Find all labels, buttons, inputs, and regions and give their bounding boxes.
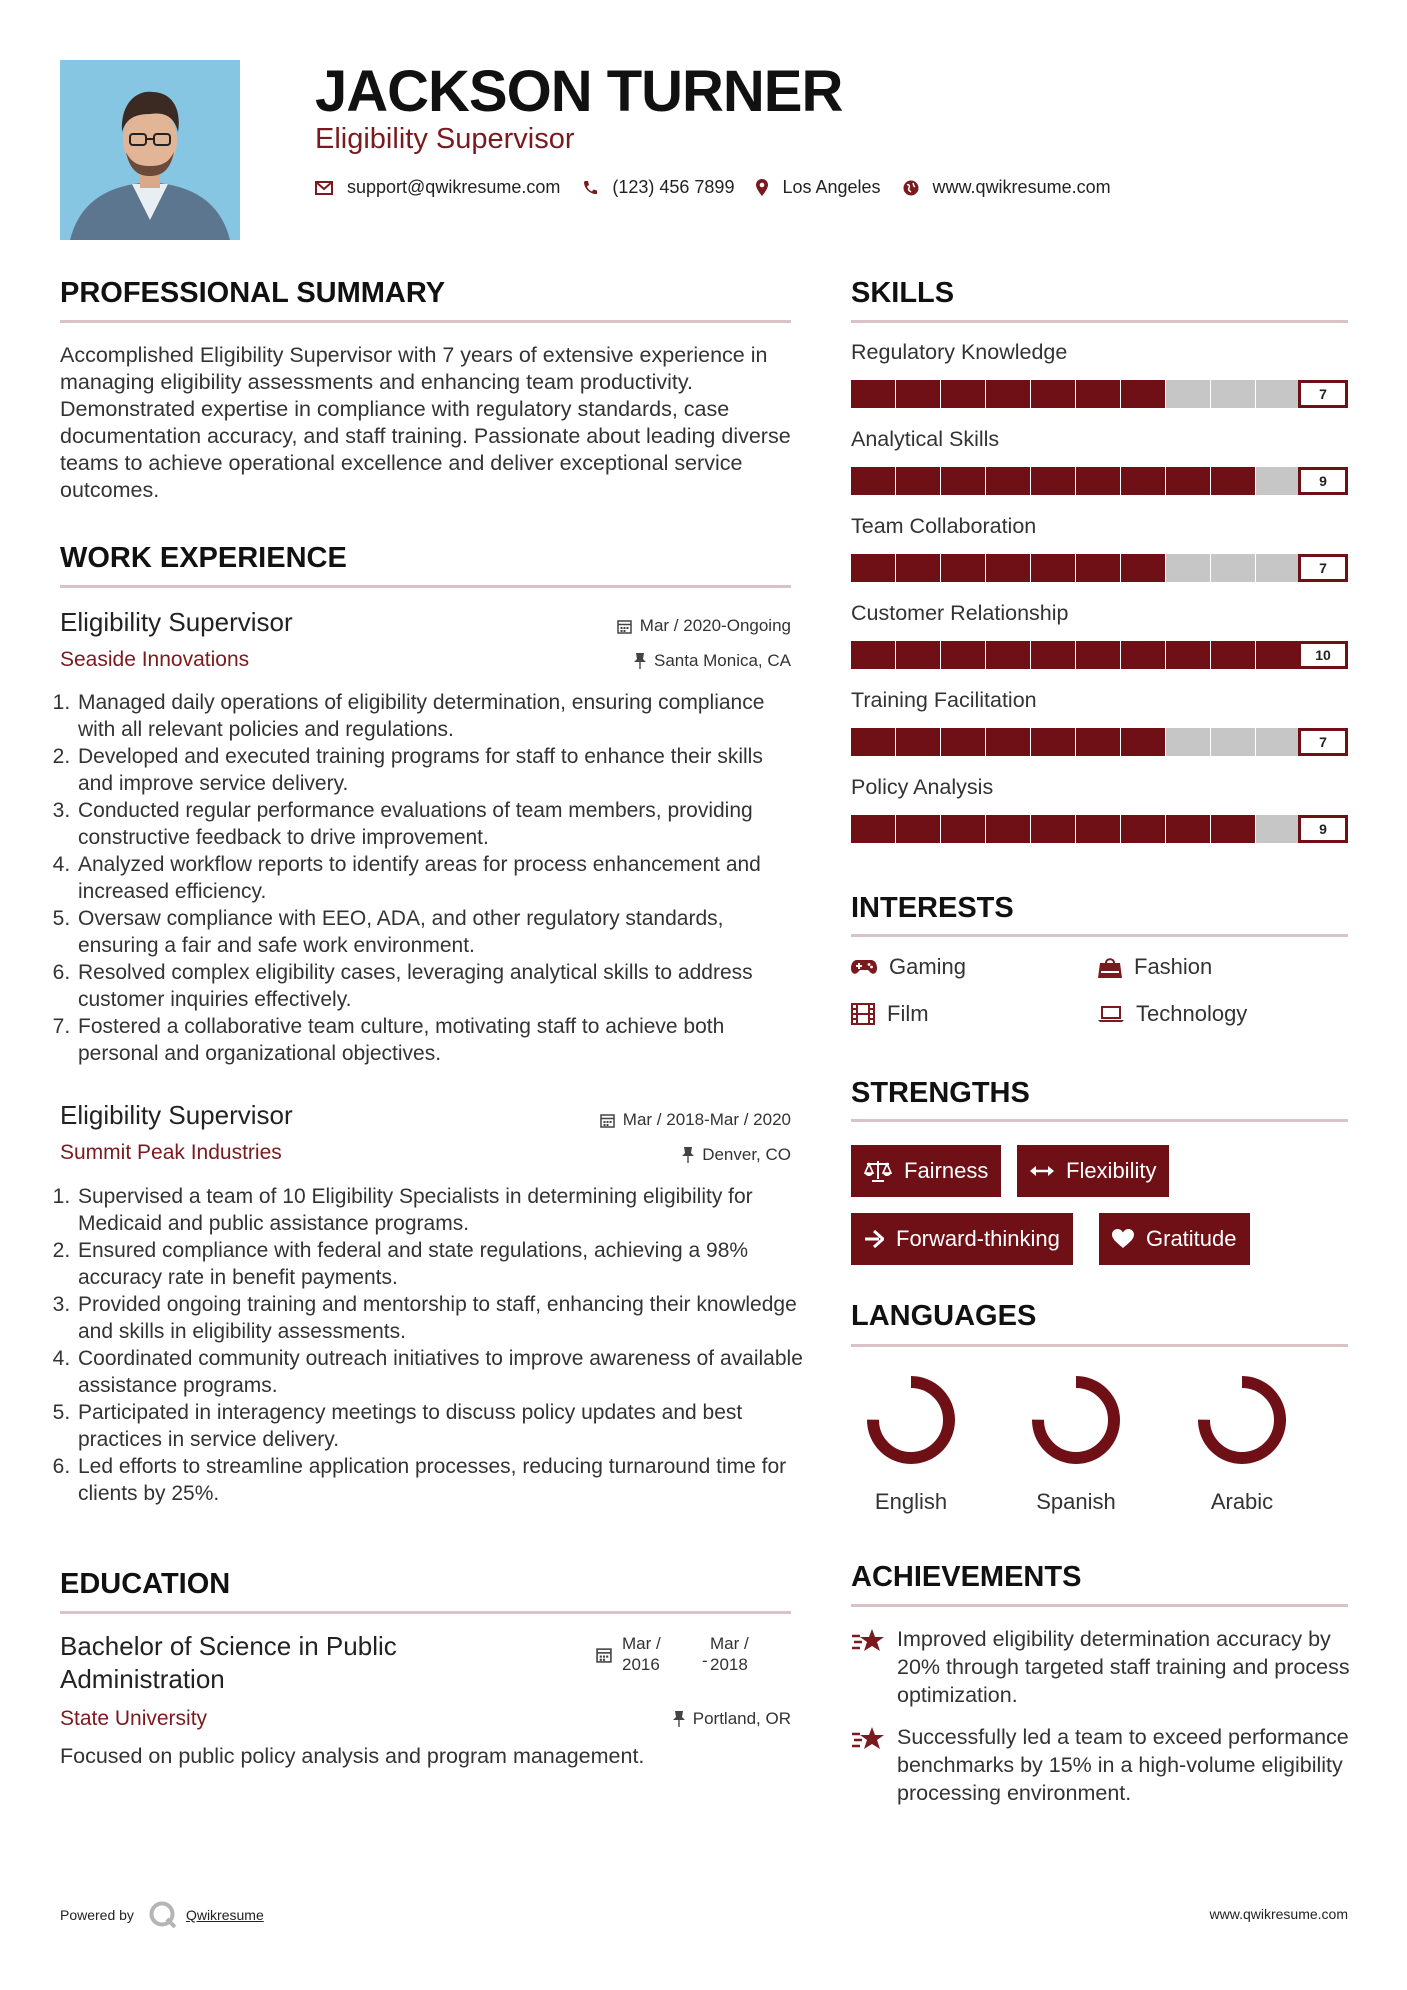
skill-bar-segment	[1166, 815, 1210, 843]
interests-heading: INTERESTS	[851, 892, 1014, 924]
skill-bar-segment	[1076, 728, 1120, 756]
achievement-text: Successfully led a team to exceed performance benchmarks by 15% in a high-volume eligibility processing environment.	[897, 1725, 1349, 1805]
education-start	[622, 1633, 661, 1675]
job-1-title: Eligibility Supervisor	[60, 607, 293, 637]
contact-phone[interactable]	[582, 177, 734, 198]
laptop-icon	[1098, 1005, 1124, 1023]
film-icon	[851, 1003, 875, 1025]
skill-label: Team Collaboration	[851, 514, 1037, 538]
globe-icon	[903, 180, 919, 196]
interest-fashion	[1098, 954, 1212, 980]
skill-level-value: 7	[1298, 554, 1348, 582]
strength-gratitude	[1099, 1213, 1250, 1265]
skill-bar-segment	[1256, 728, 1300, 756]
education-start-month: Mar /	[622, 1634, 661, 1653]
job-2-dates-text: Mar / 2018-Mar / 2020	[622, 1110, 791, 1129]
skill-bar-segment	[941, 467, 985, 495]
skill-bar-segment	[1031, 641, 1075, 669]
skill-bar-segment	[1211, 467, 1255, 495]
language-ring	[863, 1372, 959, 1468]
skills-heading: SKILLS	[851, 277, 955, 309]
education-degree: Bachelor of Science in Public Administration	[60, 1631, 397, 1694]
skill-bar-segment	[1031, 728, 1075, 756]
education-date-separator: -	[702, 1651, 708, 1670]
duty-item: 5. Oversaw compliance with EEO, ADA, and other regulatory standards, ensuring a fair and safe work environment.	[76, 905, 803, 959]
qwikresume-logo-icon	[148, 1900, 178, 1930]
skill-level-value: 9	[1298, 815, 1348, 843]
skill-bar-segment	[1121, 467, 1165, 495]
skill-bar-segment	[1256, 815, 1300, 843]
summary-text: Accomplished Eligibility Supervisor with 7 years of extensive experience in managing eligibility assessments and enhancing team productivity. Demonstrated expertise in compliance with regulatory standards, case documentation accuracy, and staff training. Passionate about leading diverse teams to achieve operational excellence and deliver exceptional service outcomes.	[60, 343, 791, 502]
interest-technology	[1098, 1001, 1247, 1027]
qwikresume-link[interactable]: Qwikresume	[185, 1907, 264, 1923]
skill-bar-segment	[1121, 641, 1165, 669]
skill-bar-segment	[986, 554, 1030, 582]
achievement-item	[851, 1625, 1351, 1709]
duty-item: 1. Supervised a team of 10 Eligibility Specialists in determining eligibility for Medicaid and public assistance programs.	[76, 1183, 803, 1237]
phone-icon	[582, 180, 598, 196]
skill-bar-segment	[1166, 641, 1210, 669]
duty-item: 3. Conducted regular performance evaluations of team members, providing constructive feedback to drive improvement.	[76, 797, 803, 851]
candidate-title: Eligibility Supervisor	[315, 123, 575, 155]
interest-film	[851, 1001, 929, 1027]
experience-heading: WORK EXPERIENCE	[60, 542, 347, 574]
skill-bar-segment	[941, 641, 985, 669]
interest-gaming	[851, 954, 966, 980]
job-1-dates	[617, 616, 791, 636]
skills-divider	[851, 320, 1348, 323]
education-location-text: Portland, OR	[692, 1709, 791, 1728]
skill-bar-segment	[1031, 554, 1075, 582]
calendar-icon	[617, 619, 632, 634]
strength-label: Fairness	[904, 1158, 989, 1183]
email-text: support@qwikresume.com	[347, 177, 561, 197]
pushpin-icon	[634, 653, 646, 669]
skill-bar-segment	[986, 380, 1030, 408]
skill-bar-segment	[941, 815, 985, 843]
skill-bar-segment	[1211, 554, 1255, 582]
skill-bar-segment	[851, 641, 895, 669]
powered-by-label: Powered by	[60, 1907, 134, 1923]
skill-bar-segment	[1256, 554, 1300, 582]
skill-bar-segment	[986, 728, 1030, 756]
skill-label: Customer Relationship	[851, 601, 1069, 625]
skill-bar-segment	[1076, 641, 1120, 669]
skill-bar-segment	[1031, 467, 1075, 495]
skill-bar-segment	[986, 815, 1030, 843]
education-note: Focused on public policy analysis and program management.	[60, 1744, 645, 1768]
skill-bar-segment	[986, 467, 1030, 495]
languages-divider	[851, 1344, 1348, 1347]
language-item	[846, 1372, 976, 1515]
skill-bar-segment	[941, 728, 985, 756]
skill-bar-segment	[1211, 641, 1255, 669]
skill-bar-segment	[896, 467, 940, 495]
skill-level-value: 9	[1298, 467, 1348, 495]
education-location	[673, 1709, 791, 1729]
skill-bar-segment	[1031, 380, 1075, 408]
skill-bar	[851, 467, 1348, 495]
education-end-year: 2018	[710, 1655, 748, 1674]
footer-powered-by	[60, 1900, 264, 1930]
skill-bar-segment	[1166, 380, 1210, 408]
summary-heading: PROFESSIONAL SUMMARY	[60, 277, 446, 309]
duty-item: 6. Led efforts to streamline application processes, reducing turnaround time for clients by 25%.	[76, 1453, 803, 1507]
skill-label: Training Facilitation	[851, 688, 1037, 712]
skill-bar-segment	[851, 728, 895, 756]
skill-bar-segment	[851, 554, 895, 582]
skill-bar-segment	[1211, 728, 1255, 756]
strength-fairness	[851, 1145, 1001, 1197]
job-1-duties	[58, 689, 803, 1067]
language-label: English	[874, 1489, 948, 1514]
profile-photo	[60, 60, 240, 240]
duty-item: 2. Developed and executed training programs for staff to enhance their skills and improve service delivery.	[76, 743, 803, 797]
skill-label: Analytical Skills	[851, 427, 1000, 451]
pushpin-icon	[673, 1711, 685, 1727]
skill-bar-segment	[1121, 380, 1165, 408]
duty-item: 6. Resolved complex eligibility cases, leveraging analytical skills to address customer inquiries effectively.	[76, 959, 803, 1013]
achievements-divider	[851, 1604, 1348, 1607]
language-item	[1011, 1372, 1141, 1515]
calendar-icon	[596, 1647, 612, 1663]
education-start-year: 2016	[622, 1655, 660, 1674]
skill-bar-segment	[896, 554, 940, 582]
skill-bar-segment	[896, 815, 940, 843]
strength-label: Forward-thinking	[896, 1226, 1060, 1251]
strengths-heading: STRENGTHS	[851, 1077, 1030, 1109]
summary-divider	[60, 320, 791, 323]
duty-item: 3. Provided ongoing training and mentorship to staff, enhancing their knowledge and skills in eligibility assessments.	[76, 1291, 803, 1345]
skill-bar-segment	[896, 641, 940, 669]
candidate-name: JACKSON TURNER	[315, 59, 843, 124]
scale-icon	[864, 1160, 892, 1182]
job-1-company: Seaside Innovations	[60, 648, 250, 671]
skill-bar-segment	[1211, 815, 1255, 843]
job-1-location-text: Santa Monica, CA	[653, 651, 791, 670]
contact-bar	[315, 177, 1133, 198]
heart-icon	[1112, 1229, 1134, 1249]
skill-bar-segment	[1076, 380, 1120, 408]
skill-bar	[851, 641, 1348, 669]
website-text: www.qwikresume.com	[932, 177, 1111, 197]
strengths-divider	[851, 1119, 1348, 1122]
job-1-location	[634, 651, 791, 671]
skill-bar-segment	[1076, 467, 1120, 495]
skill-bar-segment	[1211, 380, 1255, 408]
contact-website[interactable]	[903, 177, 1111, 198]
skill-bar-segment	[1076, 554, 1120, 582]
strength-flexibility	[1017, 1145, 1169, 1197]
duty-item: 2. Ensured compliance with federal and state regulations, achieving a 98% accuracy rate in benefit payments.	[76, 1237, 803, 1291]
strength-label: Gratitude	[1146, 1226, 1237, 1251]
languages-heading: LANGUAGES	[851, 1300, 1037, 1332]
contact-email[interactable]	[315, 177, 560, 198]
location-text: Los Angeles	[782, 177, 881, 197]
skill-bar-segment	[986, 641, 1030, 669]
skill-bar-segment	[1166, 467, 1210, 495]
strength-forward-thinking	[851, 1213, 1073, 1265]
map-pin-icon	[756, 179, 768, 196]
skill-bar-segment	[1121, 815, 1165, 843]
skill-bar-segment	[851, 380, 895, 408]
gamepad-icon	[851, 959, 877, 975]
skill-bar	[851, 554, 1348, 582]
achievement-item	[851, 1723, 1351, 1807]
skill-bar-segment	[1076, 815, 1120, 843]
star-award-icon	[851, 1627, 885, 1655]
duty-item: 4. Analyzed workflow reports to identify areas for process enhancement and increased efficiency.	[76, 851, 803, 905]
education-school: State University	[60, 1707, 208, 1730]
language-label: Arabic	[1210, 1489, 1274, 1514]
skill-bar-segment	[1121, 728, 1165, 756]
job-2-duties	[58, 1183, 803, 1507]
education-divider	[60, 1611, 791, 1614]
skill-bar-segment	[851, 815, 895, 843]
skill-bar	[851, 815, 1348, 843]
duty-item: 7. Fostered a collaborative team culture, motivating staff to achieve both personal and organizational objectives.	[76, 1013, 803, 1067]
interest-label: Technology	[1136, 1001, 1248, 1026]
job-2-location-text: Denver, CO	[702, 1145, 791, 1164]
achievements-heading: ACHIEVEMENTS	[851, 1561, 1082, 1593]
calendar-icon	[600, 1113, 615, 1128]
duty-item: 1. Managed daily operations of eligibility determination, ensuring compliance with all relevant policies and regulations.	[76, 689, 803, 743]
skill-bar-segment	[941, 554, 985, 582]
skill-bar-segment	[941, 380, 985, 408]
strength-label: Flexibility	[1066, 1158, 1157, 1183]
star-award-icon	[851, 1725, 885, 1753]
duty-item: 5. Participated in interagency meetings to discuss policy updates and best practices in service delivery.	[76, 1399, 803, 1453]
skill-level-value: 10	[1298, 641, 1348, 669]
phone-text: (123) 456 7899	[612, 177, 735, 197]
envelope-icon	[315, 181, 333, 195]
skill-label: Policy Analysis	[851, 775, 994, 799]
language-item	[1177, 1372, 1307, 1515]
skill-bar-segment	[1256, 380, 1300, 408]
arrows-horizontal-icon	[1030, 1164, 1054, 1178]
skill-label: Regulatory Knowledge	[851, 340, 1068, 364]
skill-bar-segment	[1256, 641, 1300, 669]
education-end-month: Mar /	[710, 1634, 749, 1653]
skill-bar-segment	[1166, 728, 1210, 756]
duty-item: 4. Coordinated community outreach initiatives to improve awareness of available assistance programs.	[76, 1345, 803, 1399]
job-1-dates-text: Mar / 2020-Ongoing	[639, 616, 791, 635]
pushpin-icon	[682, 1147, 694, 1163]
interest-label: Gaming	[889, 954, 967, 979]
skill-bar-segment	[1166, 554, 1210, 582]
bag-icon	[1098, 956, 1122, 978]
language-label: Spanish	[1036, 1489, 1116, 1514]
skill-bar-segment	[1121, 554, 1165, 582]
job-2-company: Summit Peak Industries	[60, 1141, 282, 1164]
education-end	[710, 1633, 749, 1675]
language-ring	[1194, 1372, 1290, 1468]
skill-bar-segment	[896, 728, 940, 756]
skill-bar-segment	[851, 467, 895, 495]
job-2-location	[682, 1145, 791, 1165]
skill-bar	[851, 728, 1348, 756]
job-2-title: Eligibility Supervisor	[60, 1100, 293, 1130]
skill-bar-segment	[1256, 467, 1300, 495]
skill-level-value: 7	[1298, 728, 1348, 756]
skill-bar	[851, 380, 1348, 408]
skill-bar-segment	[896, 380, 940, 408]
arrow-right-icon	[864, 1230, 884, 1248]
interests-divider	[851, 934, 1348, 937]
skill-bar-segment	[1031, 815, 1075, 843]
job-2-dates	[600, 1110, 791, 1130]
language-ring	[1028, 1372, 1124, 1468]
contact-location	[756, 177, 880, 198]
achievement-text: Improved eligibility determination accuracy by 20% through targeted staff training and process optimization.	[897, 1627, 1350, 1707]
skill-level-value: 7	[1298, 380, 1348, 408]
interest-label: Fashion	[1134, 954, 1213, 979]
interest-label: Film	[887, 1001, 929, 1026]
footer-website[interactable]: www.qwikresume.com	[1209, 1906, 1348, 1922]
education-heading: EDUCATION	[60, 1568, 231, 1600]
experience-divider	[60, 585, 791, 588]
